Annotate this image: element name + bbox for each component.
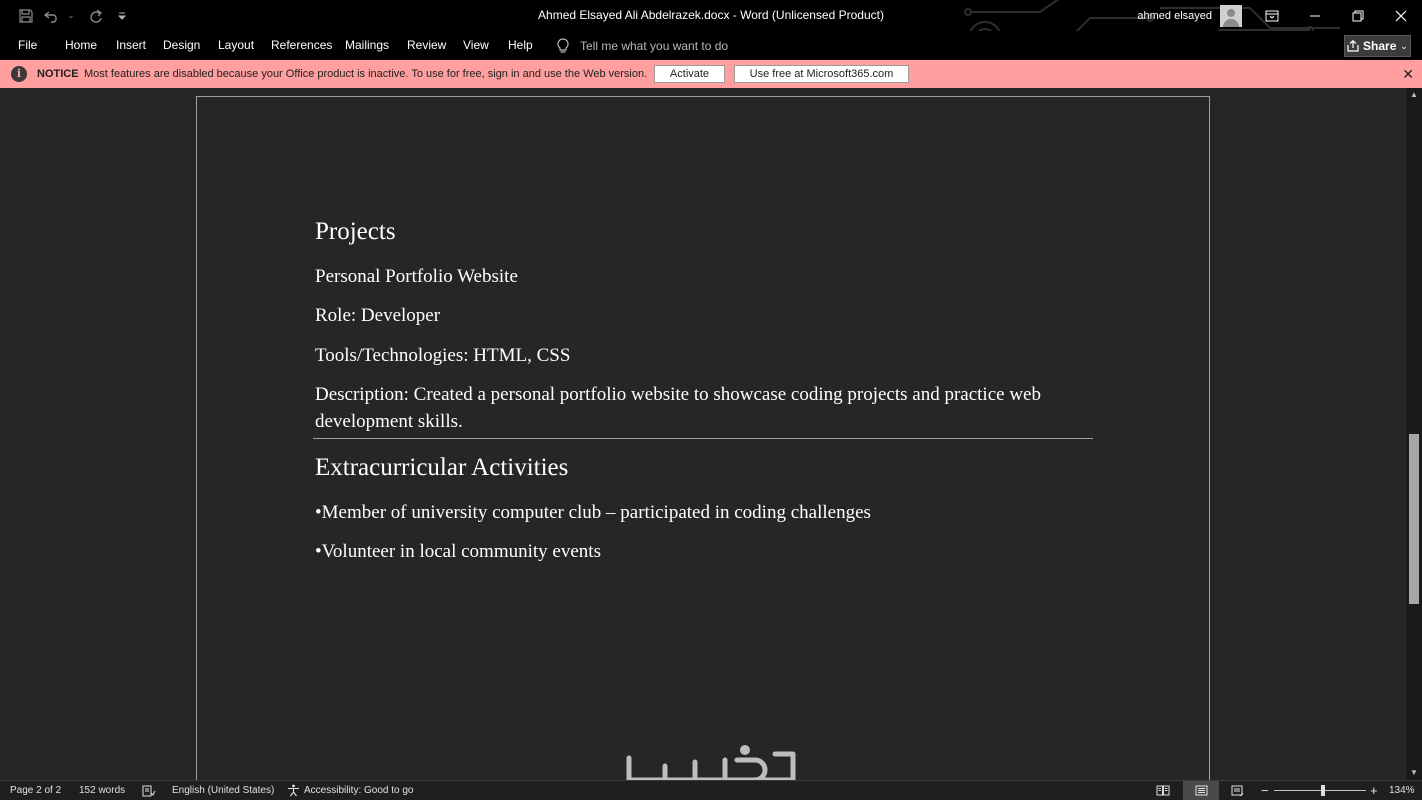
quick-access-toolbar [0,0,135,31]
project-tools: Tools/Technologies: HTML, CSS [315,345,571,366]
language-indicator[interactable]: English (United States) [172,785,275,796]
project-description-line1: Description: Created a personal portfolio website to showcase coding projects and practice web [315,384,1041,405]
tab-mailings[interactable]: Mailings [345,38,390,52]
redo-button[interactable] [83,0,109,31]
tell-me-text: Tell me what you want to do [580,38,729,53]
notice-close-button[interactable] [1402,60,1414,88]
zoom-slider-track[interactable] [1274,790,1366,791]
print-layout-icon [1195,785,1208,796]
avatar[interactable] [1220,5,1242,27]
section-divider [313,438,1093,439]
web-layout-icon [1231,785,1245,797]
tab-help[interactable]: Help [508,38,533,52]
activity-item: •Member of university computer club – participated in coding challenges [315,502,871,523]
save-icon [19,9,33,23]
document-canvas[interactable] [0,88,1406,780]
tab-view[interactable]: View [463,38,489,52]
zoom-level[interactable]: 134% [1389,785,1415,796]
document-page[interactable] [196,96,1210,780]
restore-button[interactable] [1336,0,1379,31]
tab-home[interactable]: Home [65,38,98,52]
undo-button[interactable] [39,0,65,31]
word-count[interactable]: 152 words [79,785,126,796]
accessibility-checker[interactable] [287,781,414,800]
customize-qat-icon [118,12,126,20]
tab-file[interactable]: File [18,38,38,52]
share-label: Share [1363,39,1397,53]
project-description-line2: development skills. [315,411,463,432]
plus-icon: + [1370,783,1378,798]
ribbon-tab-bar [0,31,1422,60]
read-mode-button[interactable] [1145,781,1181,800]
extracurricular-heading: Extracurricular Activities [315,454,569,481]
print-layout-button[interactable] [1183,781,1219,800]
accessibility-icon [287,784,300,797]
notice-bar [0,60,1422,88]
zoom-out-button[interactable] [1261,781,1269,800]
notice-label: NOTICE [37,68,79,80]
title-bar [0,0,1422,31]
accessibility-status: Accessibility: Good to go [304,785,414,796]
tab-layout[interactable]: Layout [218,38,255,52]
web-version-button[interactable]: Use free at Microsoft365.com [734,65,909,83]
tell-me-search[interactable] [556,31,728,60]
account-area[interactable] [1137,0,1242,31]
scrollbar-thumb[interactable] [1409,434,1419,604]
chevron-down-icon: ⌄ [67,11,75,20]
activate-button[interactable]: Activate [654,65,725,83]
proofing-icon [142,785,156,797]
restore-icon [1352,10,1364,22]
scroll-up-button[interactable] [1406,88,1422,102]
window-controls [1250,0,1422,31]
save-button[interactable] [13,0,39,31]
tab-references[interactable]: References [271,38,333,52]
project-name: Personal Portfolio Website [315,266,518,287]
user-name: ahmed elsayed [1137,9,1212,22]
tab-design[interactable]: Design [163,38,201,52]
share-button[interactable] [1344,35,1411,57]
status-bar [0,780,1422,800]
undo-dropdown-button[interactable] [65,0,77,31]
document-title: Ahmed Elsayed Ali Abdelrazek.docx - Word (Unlicensed Product) [538,8,884,22]
ribbon-display-options-button[interactable] [1250,0,1293,31]
undo-icon [44,9,60,23]
lightbulb-icon [556,38,570,54]
read-mode-icon [1156,785,1170,796]
tab-review[interactable]: Review [407,38,447,52]
vertical-scrollbar[interactable] [1406,88,1422,780]
web-layout-button[interactable] [1220,781,1256,800]
info-icon: i [11,66,27,82]
page-count[interactable]: Page 2 of 2 [10,785,62,796]
tab-insert[interactable]: Insert [116,38,147,52]
minus-icon: − [1261,783,1269,798]
notice-message: Most features are disabled because your Office product is inactive. To use for free, sign in and use the Web version. [84,68,648,80]
minimize-icon [1309,10,1321,22]
chevron-down-icon: ⌄ [1400,40,1408,51]
close-icon: ✕ [1402,66,1414,82]
activity-item: •Volunteer in local community events [315,541,601,562]
scroll-down-button[interactable] [1406,766,1422,780]
proofing-button[interactable] [142,781,156,800]
redo-icon [89,9,103,23]
zoom-in-button[interactable] [1370,781,1378,800]
close-icon [1395,10,1407,22]
project-role: Role: Developer [315,305,441,326]
minimize-button[interactable] [1293,0,1336,31]
zoom-slider-thumb[interactable] [1321,785,1325,796]
triangle-down-icon: ▼ [1410,768,1418,777]
triangle-up-icon: ▲ [1410,90,1418,99]
customize-qat-button[interactable] [109,0,135,31]
close-window-button[interactable] [1379,0,1422,31]
ribbon-display-options-icon [1265,10,1279,22]
share-icon [1347,40,1359,52]
projects-heading: Projects [315,218,396,245]
watermark-logo [625,740,800,780]
